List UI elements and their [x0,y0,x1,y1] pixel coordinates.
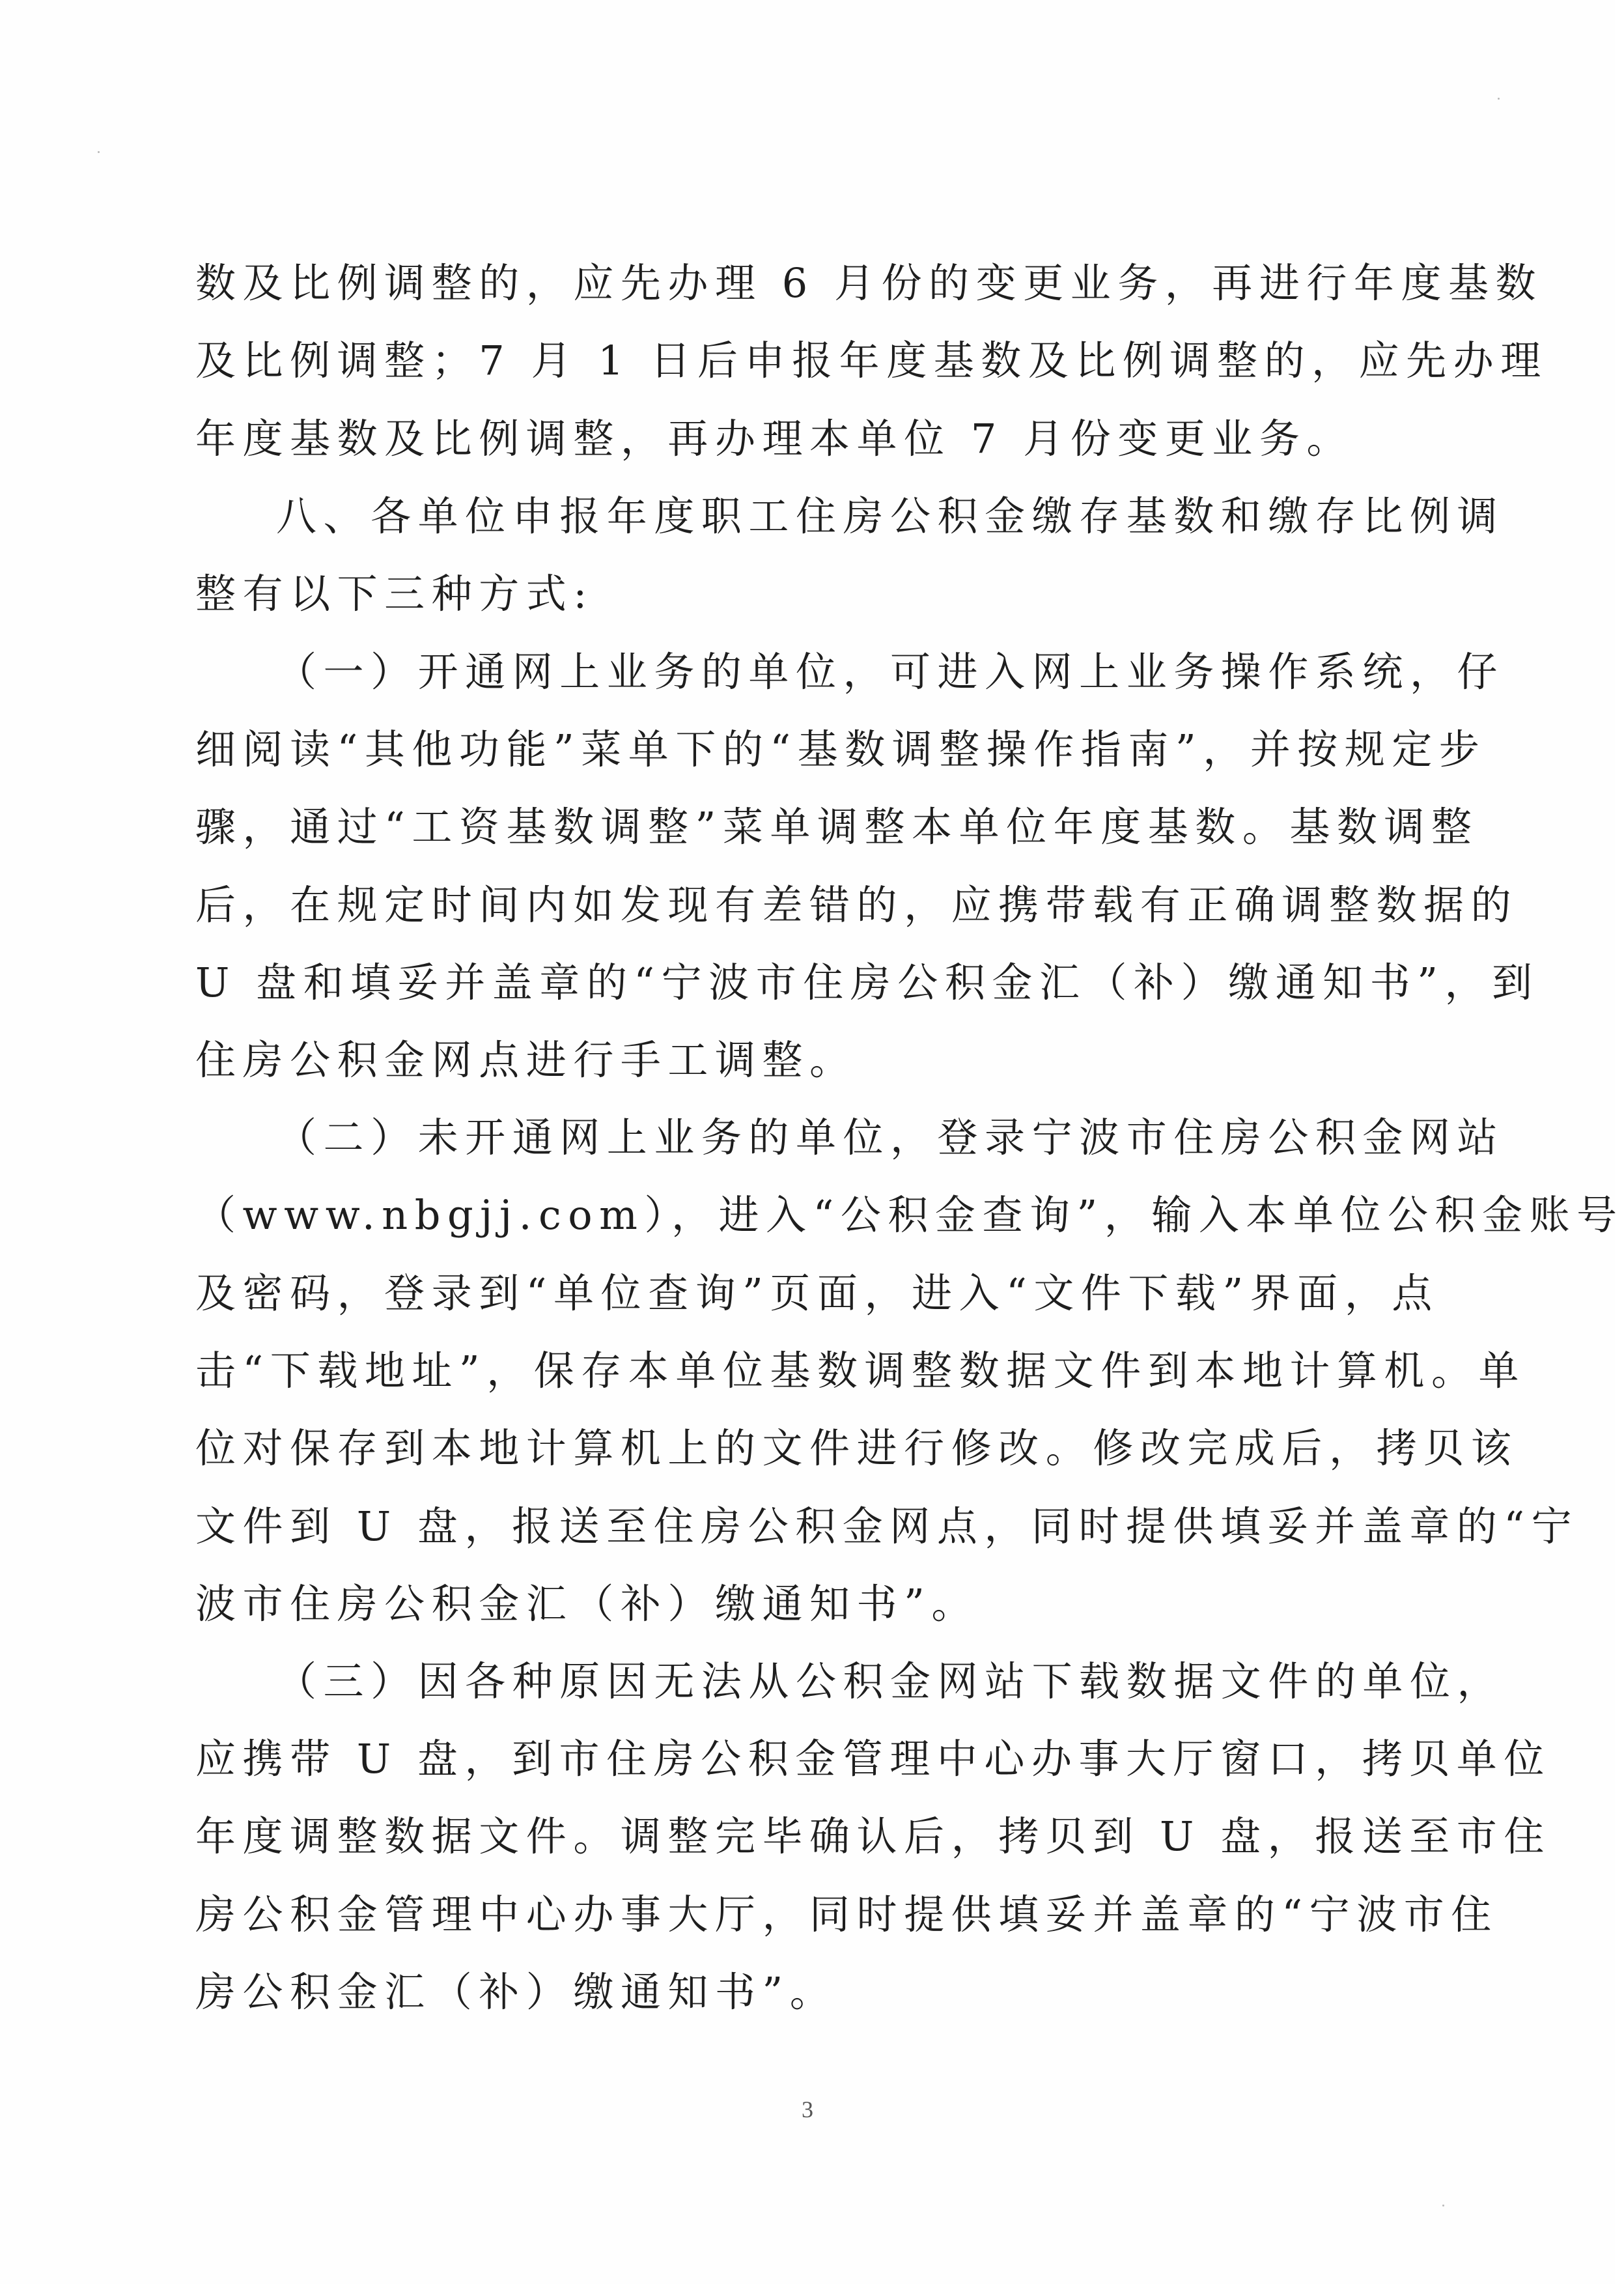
text-line: 及密码，登录到“单位查询”页面，进入“文件下载”界面，点 [195,1269,1439,1317]
text-line: （二）未开通网上业务的单位，登录宁波市住房公积金网站 [276,1114,1505,1161]
text-line: 位对保存到本地计算机上的文件进行修改。修改完成后，拷贝该 [195,1424,1519,1472]
text-line: 八、各单位申报年度职工住房公积金缴存基数和缴存比例调 [276,492,1505,540]
text-line: 住房公积金网点进行手工调整。 [195,1036,857,1084]
text-line: 年度基数及比例调整，再办理本单位 7 月份变更业务。 [195,415,1354,462]
text-line: （三）因各种原因无法从公积金网站下载数据文件的单位， [276,1657,1505,1705]
text-line: 击“下载地址”，保存本单位基数调整数据文件到本地计算机。单 [195,1347,1526,1394]
text-line: U 盘和填妥并盖章的“宁波市住房公积金汇（补）缴通知书”，到 [195,959,1539,1006]
text-line: 后，在规定时间内如发现有差错的，应携带载有正确调整数据的 [195,881,1519,929]
text-line: 应携带 U 盘，到市住房公积金管理中心办事大厅窗口，拷贝单位 [195,1735,1551,1783]
scan-speck [1442,2205,1444,2206]
text-line: 细阅读“其他功能”菜单下的“基数调整操作指南”，并按规定步 [195,726,1487,773]
text-line: 文件到 U 盘，报送至住房公积金网点，同时提供填妥并盖章的“宁 [195,1502,1579,1550]
text-line: （www.nbgjj.com），进入“公积金查询”，输入本单位公积金账号 [195,1191,1624,1239]
text-line: 数及比例调整的，应先办理 6 月份的变更业务，再进行年度基数 [195,259,1543,307]
scan-speck [98,151,100,153]
text-line: 年度调整数据文件。调整完毕确认后，拷贝到 U 盘，报送至市住 [195,1812,1551,1860]
text-line: 房公积金管理中心办事大厅，同时提供填妥并盖章的“宁波市住 [195,1891,1498,1938]
page-number: 3 [802,2096,813,2122]
text-line: 房公积金汇（补）缴通知书”。 [195,1968,837,2016]
text-line: 骤，通过“工资基数调整”菜单调整本单位年度基数。基数调整 [195,803,1479,851]
text-line: （一）开通网上业务的单位，可进入网上业务操作系统，仔 [276,648,1505,696]
text-line: 及比例调整；7 月 1 日后申报年度基数及比例调整的，应先办理 [195,337,1548,384]
text-line: 整有以下三种方式: [195,570,594,617]
text-line: 波市住房公积金汇（补）缴通知书”。 [195,1580,979,1628]
scan-speck [1498,98,1500,100]
